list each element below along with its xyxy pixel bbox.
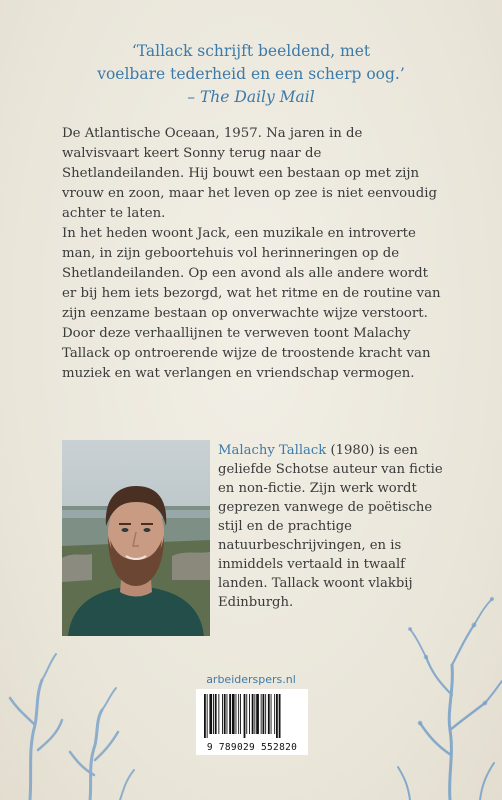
review-quote	[0, 40, 502, 109]
book-blurb	[62, 124, 442, 384]
isbn-barcode	[196, 689, 308, 755]
quote-source: – The Daily Mail	[187, 88, 315, 106]
barcode-bars	[196, 692, 308, 748]
author-name: Malachy Tallack	[218, 443, 327, 458]
author-photo	[62, 440, 210, 636]
blurb-paragraph-1: De Atlantische Oceaan, 1957. Na jaren in de walvisvaart keert Sonny terug naar de Shetlandeilanden. Hij bouwt een bestaan op met zijn vrouw en zoon, maar het leven op zee is niet eenvoudig achter te laten.	[62, 126, 438, 221]
quote-line-1: ‘Tallack schrijft beeldend, met	[131, 42, 371, 60]
blurb-paragraph-2: In het heden woont Jack, een muzikale en introverte man, in zijn geboortehuis vol herinneringen op de Shetlandeilanden. Op een avond als alle andere wordt er bij hem iets bezorgd, wat het ritme en de routine van zijn eenzame bestaan op onverwachte wijze verstoort.	[62, 226, 441, 321]
blurb-paragraph-3: Door deze verhaallijnen te verweven toont Malachy Tallack op ontroerende wijze de troostende kracht van muziek en wat verlangen en vriendschap vermogen.	[62, 326, 431, 381]
seaweed-illustration-right	[390, 585, 502, 800]
isbn-number: 9 789029 552820	[206, 742, 298, 753]
author-bio	[218, 441, 448, 612]
quote-line-2: voelbare tederheid en een scherp oog.’	[97, 65, 405, 83]
seaweed-illustration-left	[0, 640, 150, 800]
publisher-website: arbeiderspers.nl	[206, 673, 296, 686]
author-bio-text: (1980) is een geliefde Schotse auteur van fictie en non-fictie. Zijn werk wordt geprezen vanwege de poëtische stijl en de prachtige natuurbeschrijvingen, en is inmiddels vertaald in twaalf landen. Tallack woont vlakbij Edinburgh.	[218, 443, 443, 610]
